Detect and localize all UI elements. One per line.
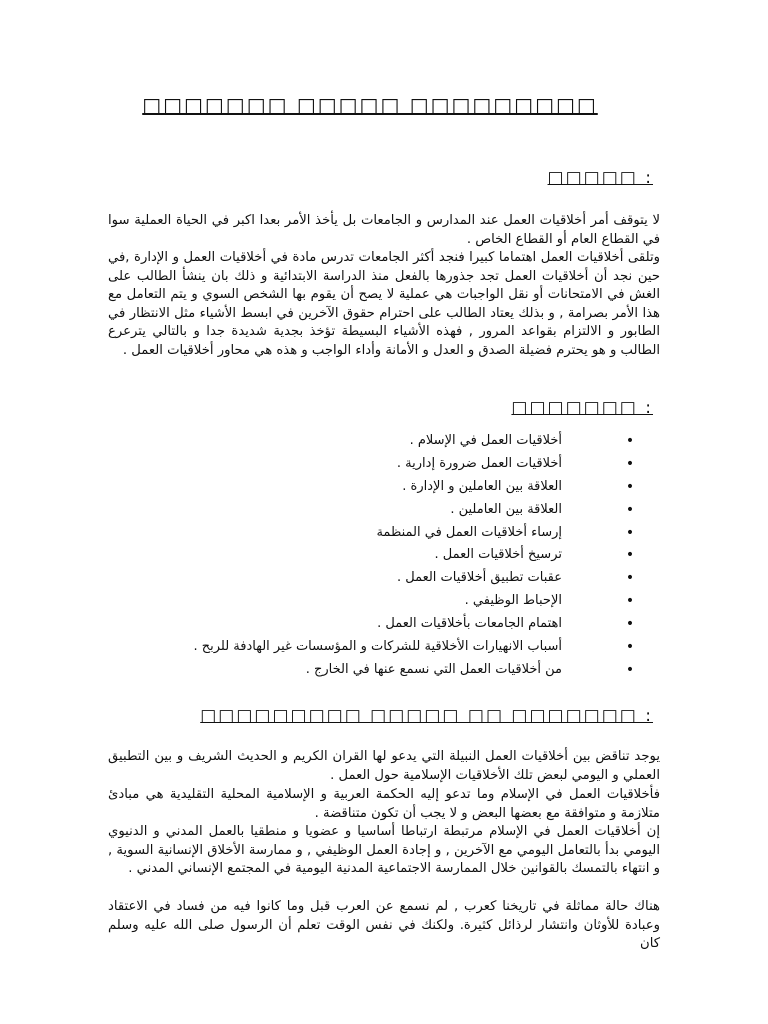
bullet-icon: •: [625, 593, 635, 610]
bullet-icon: •: [625, 455, 635, 472]
list-item-text: الإحباط الوظيفي .: [464, 593, 562, 609]
list-item-text: من أخلاقيات العمل التي نسمع عنها في الخارج .: [305, 661, 562, 677]
bullet-icon: •: [625, 570, 635, 587]
section-heading-intro: : □□□□□: [547, 168, 653, 188]
intro-paragraph-1: لا يتوقف أمر أخلاقيات العمل عند المدارس و الجامعات بل يأخذ الأمر بعدا اكبر في الحياة العملية سوا في القطاع العام أو القطاع الخاص .: [108, 213, 660, 247]
islam-paragraph-2: فأخلاقيات العمل في الإسلام وما تدعو إليه الحكمة العربية و الإسلامية المحلية التقليدية هي مبادئ متلازمة و متوافقة مع بعضها البعض و لا يجب أن تكون متناقضة .: [108, 787, 660, 821]
list-item-text: أسباب الانهيارات الأخلاقية للشركات و المؤسسات غير الهادفة للربح .: [193, 639, 562, 655]
bullet-icon: •: [625, 661, 635, 678]
contents-list: [130, 430, 650, 682]
bullet-icon: •: [625, 433, 635, 449]
bullet-icon: •: [625, 616, 635, 633]
list-item-text: أخلاقيات العمل في الإسلام .: [409, 433, 562, 448]
list-item: [130, 613, 650, 636]
document-title: □□□□□□□ □□□□□ □□□□□□□□□: [142, 93, 598, 117]
islam-paragraph-1: يوجد تناقض بين أخلاقيات العمل النبيلة التي يدعو لها القران الكريم و الحديث الشريف و بين التطبيق العملي و اليومي لبعض تلك الأخلاقيات الإسلامية حول العمل .: [108, 749, 660, 783]
section-heading-islam: : □□□□□□□ □□ □□□□□ □□□□□□□□□: [200, 706, 653, 726]
list-item: [130, 567, 650, 590]
intro-paragraph-2: وتلقى أخلاقيات العمل اهتماما كبيرا فنجد أكثر الجامعات تدرس مادة في أخلاقيات العمل و الإدارة ,في حين نجد أن أخلاقيات العمل تجد جذورها بالفعل منذ الدراسة الابتدائية و ذلك بان ينشأ الطالب على الغش في الامتحانات أو نقل الواجبات هي عملية لا يصح أن يقوم بها الشخص السوي و يتم التعامل مع هذا الأمر بصرامة , و بذلك يعتاد الطالب على احترام حقوق الآخرين في ابسط الأشياء مثل الانتظار في الطابور و الالتزام بقواعد المرور , فهذه الأشياء البسيطة تؤخذ بجدية شديدة جدا و بالتالي يترعرع الطالب و هو يحترم فضيلة الصدق و العدل و الأمانة وأداء الواجب و هذه هي محاور أخلاقيات العمل .: [108, 250, 660, 358]
list-item-text: اهتمام الجامعات بأخلاقيات العمل .: [377, 616, 562, 632]
islam-paragraph-4: هناك حالة مماثلة في تاريخنا كعرب , لم نسمع عن العرب قبل وما كانوا فيه من فساد في الاعتقاد وعبادة للأوثان وانتشار لرذائل كثيرة. ولكنك في نفس الوقت تعلم أن الرسول صلى الله عليه وسلم كان: [108, 899, 660, 951]
bullet-icon: •: [625, 639, 635, 656]
list-item-text: ترسيخ أخلاقيات العمل .: [434, 547, 562, 563]
list-item: [130, 453, 650, 476]
list-item-text: العلاقة بين العاملين .: [450, 501, 562, 517]
list-item: [130, 544, 650, 567]
list-item: [130, 430, 650, 453]
list-item: [130, 590, 650, 613]
bullet-icon: •: [625, 501, 635, 518]
islam-paragraph-3: إن أخلاقيات العمل في الإسلام مرتبطة ارتباطا أساسيا و عضويا و منطقيا بالعمل المدني و الدنيوي اليومي بدأ بالتعامل اليومي مع الآخرين , و إجادة العمل الوظيفي , و ممارسة الأخلاق الإنسانية السوية , و انتهاء بالتمسك بالقوانين خلال الممارسة الاجتماعية المدنية اليومية في المجتمع الإنساني المدني .: [108, 824, 660, 876]
list-item: [130, 659, 650, 682]
list-item-text: إرساء أخلاقيات العمل في المنظمة: [376, 524, 562, 540]
bullet-icon: •: [625, 524, 635, 541]
bullet-icon: •: [625, 547, 635, 564]
list-item: [130, 476, 650, 499]
list-item-text: العلاقة بين العاملين و الإدارة .: [402, 478, 562, 494]
section-heading-contents: : □□□□□□□: [511, 398, 653, 418]
list-item: [130, 636, 650, 659]
list-item: [130, 522, 650, 545]
bullet-icon: •: [625, 478, 635, 495]
list-item: [130, 499, 650, 522]
list-item-text: عقبات تطبيق أخلاقيات العمل .: [396, 570, 562, 586]
list-item-text: أخلاقيات العمل ضرورة إدارية .: [396, 455, 562, 471]
